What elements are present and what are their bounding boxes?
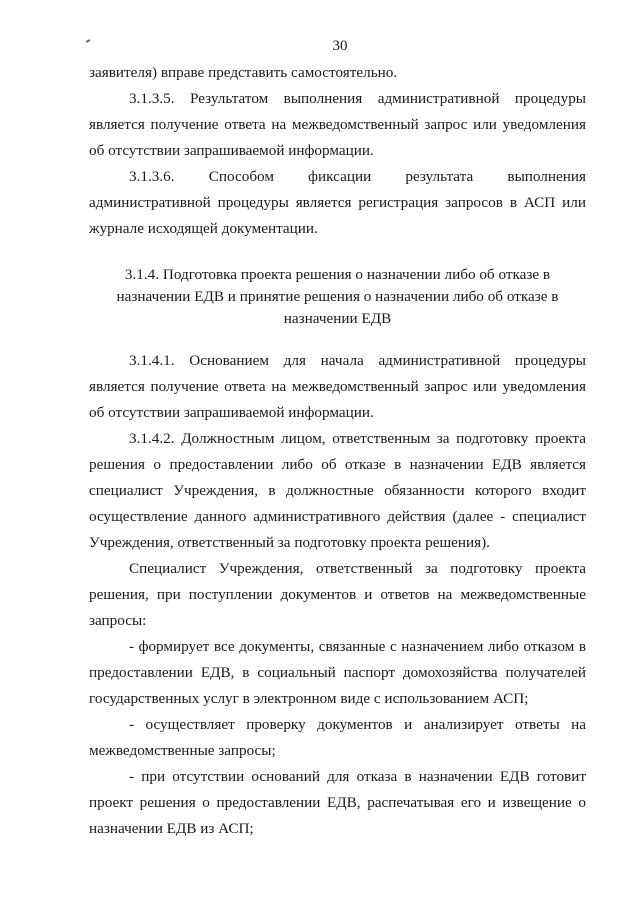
paragraph-specialist: Специалист Учреждения, ответственный за подготовку проекта решения, при поступлении документов и ответов на межведомственные запросы: — [89, 560, 586, 629]
page-number: 30 — [332, 38, 348, 54]
section-heading-3-1-4: 3.1.4. Подготовка проекта решения о назначении либо об отказе в назначении ЕДВ и принятие решения о назначении либо об отказе в назначении ЕДВ — [116, 266, 559, 327]
paragraph-continuation: заявителя) вправе представить самостоятельно. — [89, 64, 398, 81]
paragraph-3-1-4-2: 3.1.4.2. Должностным лицом, ответственным за подготовку проекта решения о предоставлении либо об отказе в назначении ЕДВ является специалист Учреждения, в должностные обязанности которого входит осуществление данного административного действия (далее - специалист Учреждения, ответственный за подготовку проекта решения). — [89, 430, 586, 551]
list-item-checks-documents: - осуществляет проверку документов и анализирует ответы на межведомственные запросы; — [89, 716, 586, 759]
list-item-forms-documents: - формирует все документы, связанные с назначением либо отказом в предоставлении ЕДВ, в социальный паспорт домохозяйства получателей государственных услуг в электронном виде с использованием АСП; — [89, 638, 586, 707]
list-item-prepares-draft: - при отсутствии оснований для отказа в назначении ЕДВ готовит проект решения о предоставлении ЕДВ, распечатывая его и извещение о назначении ЕДВ из АСП; — [89, 768, 586, 837]
paragraph-3-1-3-6: 3.1.3.6. Способом фиксации результата выполнения административной процедуры является регистрация запросов в АСП или журнале исходящей документации. — [89, 168, 586, 237]
paragraph-3-1-4-1: 3.1.4.1. Основанием для начала административной процедуры является получение ответа на межведомственный запрос или уведомления об отсутствии запрашиваемой информации. — [89, 352, 586, 421]
document-body — [89, 60, 586, 842]
paragraph-3-1-3-5: 3.1.3.5. Результатом выполнения административной процедуры является получение ответа на межведомственный запрос или уведомления об отсутствии запрашиваемой информации. — [89, 90, 586, 159]
